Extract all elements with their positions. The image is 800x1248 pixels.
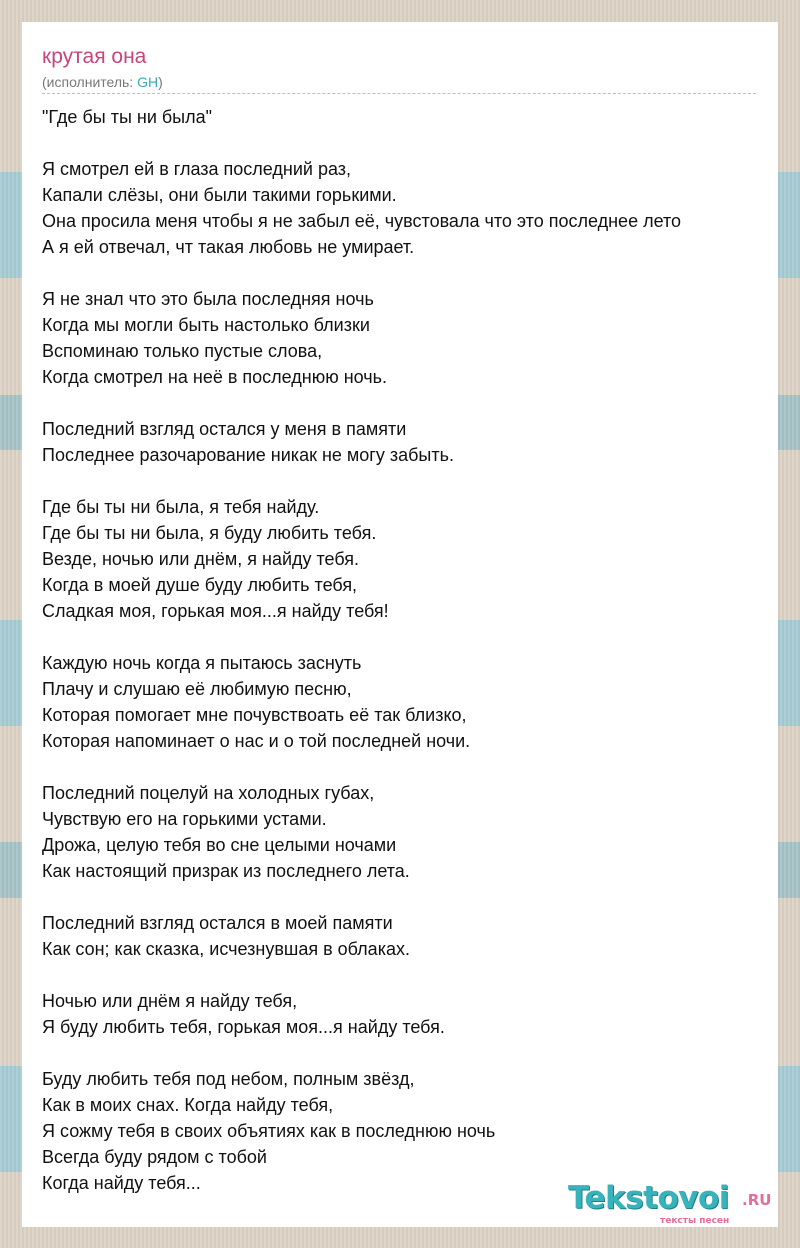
stanza-gap — [42, 962, 768, 988]
lyric-line: Везде, ночью или днём, я найду тебя. — [42, 549, 360, 569]
stanza-gap — [42, 260, 768, 286]
logo-tagline: тексты песен — [660, 1216, 730, 1226]
lyric-line: Когда в моей душе буду любить тебя, — [42, 575, 358, 595]
lyric-line: Которая напоминает о нас и о той последней ночи. — [42, 731, 471, 751]
lyric-line: Капали слёзы, они были такими горькими. — [42, 185, 397, 205]
stanza-gap — [42, 390, 768, 416]
lyrics-card — [22, 22, 778, 1227]
lyric-line: Всегда буду рядом с тобой — [42, 1147, 267, 1167]
lyric-line: Которая помогает мне почувствоать её так близко, — [42, 705, 467, 725]
stanza-gap — [42, 884, 768, 910]
lyric-line: Плачу и слушаю её любимую песню, — [42, 679, 352, 699]
header-divider — [42, 93, 756, 94]
lyric-line: Каждую ночь когда я пытаюсь заснуть — [42, 653, 362, 673]
lyric-line: Я сожму тебя в своих объятиях как в последнюю ночь — [42, 1121, 496, 1141]
lyric-line: Последний взгляд остался в моей памяти — [42, 913, 393, 933]
lyrics-text — [42, 104, 768, 1196]
lyric-line: Когда мы могли быть настолько близки — [42, 315, 370, 335]
lyric-line: Она просила меня чтобы я не забыл её, чувстовала что это последнее лето — [42, 211, 682, 231]
artist-line — [42, 73, 163, 91]
lyric-line: А я ей отвечал, чт такая любовь не умирает. — [42, 237, 415, 257]
lyric-line: Вспоминаю только пустые слова, — [42, 341, 323, 361]
lyric-line: Чувствую его на горькими устами. — [42, 809, 327, 829]
lyric-line: Дрожа, целую тебя во сне целыми ночами — [42, 835, 397, 855]
stanza-gap — [42, 468, 768, 494]
lyric-line: "Где бы ты ни была" — [42, 107, 213, 127]
lyric-line: Как в моих снах. Когда найду тебя, — [42, 1095, 334, 1115]
lyric-line: Когда смотрел на неё в последнюю ночь. — [42, 367, 388, 387]
lyric-line: Как сон; как сказка, исчезнувшая в облаках. — [42, 939, 410, 959]
lyric-line: Я не знал что это была последняя ночь — [42, 289, 374, 309]
lyric-line: Где бы ты ни была, я буду любить тебя. — [42, 523, 377, 543]
artist-link[interactable]: GH — [137, 74, 159, 90]
lyric-line: Где бы ты ни была, я тебя найду. — [42, 497, 320, 517]
artist-suffix: ) — [158, 74, 163, 90]
lyric-line: Когда найду тебя... — [42, 1173, 201, 1193]
artist-prefix: (исполнитель: — [42, 74, 138, 90]
lyric-line: Сладкая моя, горькая моя...я найду тебя! — [42, 601, 389, 621]
site-logo[interactable] — [568, 1180, 778, 1230]
stanza-gap — [42, 754, 768, 780]
lyric-line: Буду любить тебя под небом, полным звёзд, — [42, 1069, 415, 1089]
stanza-gap — [42, 624, 768, 650]
stanza-gap — [42, 130, 768, 156]
stanza-gap — [42, 1040, 768, 1066]
lyric-line: Я смотрел ей в глаза последний раз, — [42, 159, 352, 179]
lyric-line: Как настоящий призрак из последнего лета. — [42, 861, 410, 881]
lyric-line: Последний поцелуй на холодных губах, — [42, 783, 375, 803]
lyric-line: Последнее разочарование никак не могу забыть. — [42, 445, 454, 465]
logo-name: Tekstovoi — [568, 1180, 729, 1216]
lyric-line: Последний взгляд остался у меня в памяти — [42, 419, 407, 439]
lyric-line: Я буду любить тебя, горькая моя...я найду тебя. — [42, 1017, 445, 1037]
song-title: крутая она — [42, 45, 147, 68]
logo-tld: .RU — [742, 1191, 772, 1209]
lyric-line: Ночью или днём я найду тебя, — [42, 991, 298, 1011]
